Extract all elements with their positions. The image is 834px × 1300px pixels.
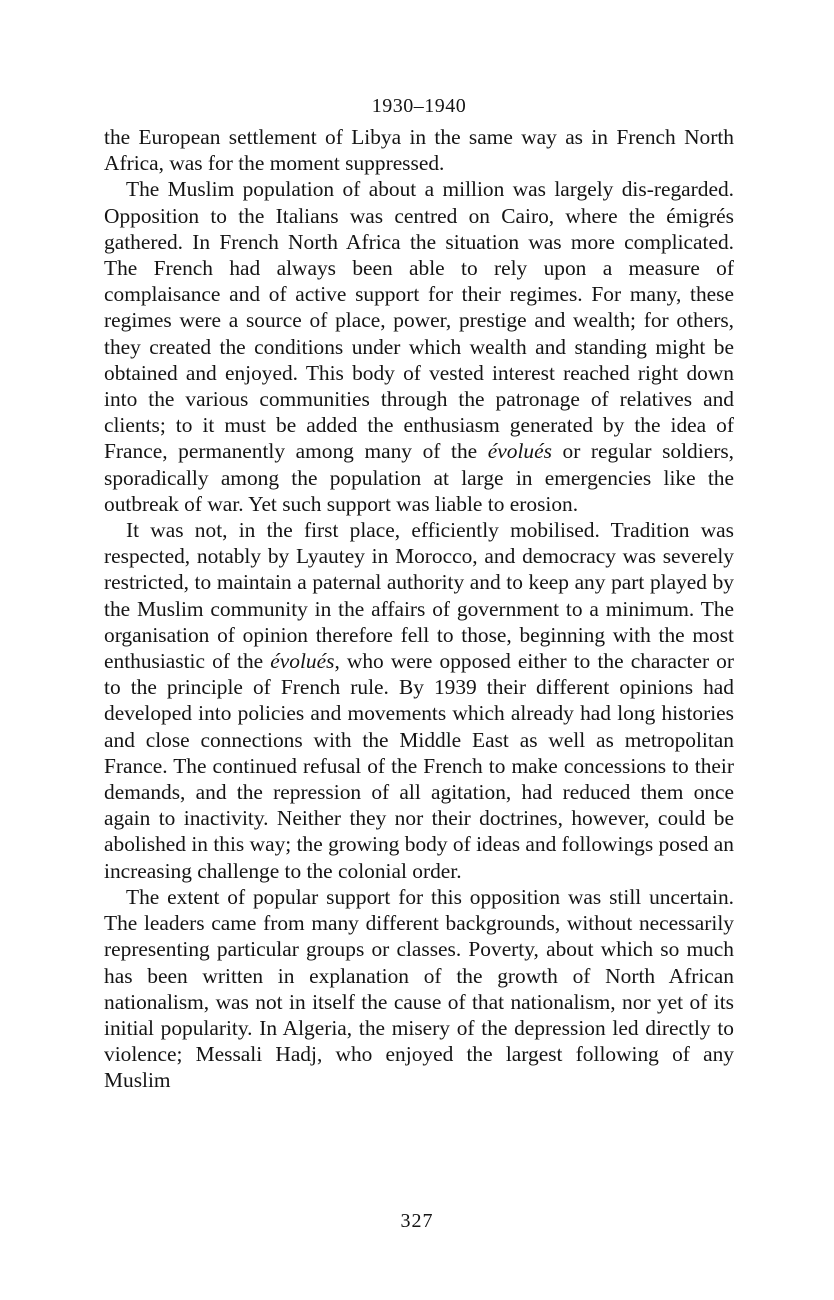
paragraph-1: the European settlement of Libya in the same way as in French North Africa, was for the moment suppressed. [104,125,734,176]
body-text [104,124,734,1094]
paragraph-3-tail: , who were opposed either to the character or to the principle of French rule. By 1939 their different opinions had developed into policies and movements which already had long histories and close connections with the Middle East as well as metropolitan France. The continued refusal of the French to make concessions to their demands, and the repression of all agitation, had reduced them once again to inactivity. Neither they nor their doctrines, however, could be abolished in this way; the growing body of ideas and followings posed an increasing challenge to the colonial order. [104,649,734,883]
paragraph-2-tail: or regular soldiers, sporadically among the population at large in emergencies like the outbreak of war. Yet such support was liable to erosion. [104,439,734,516]
paragraph-3 [104,517,734,884]
italic-term-evolues: évolués [270,649,335,674]
italic-term-evolues: évolués [487,439,552,464]
paragraph-2-text: The Muslim population of about a million was largely dis-regarded. Opposition to the Italians was centred on Cairo, where the émigrés gathered. In French North Africa the situation was more complicated. The French had always been able to rely upon a measure of complaisance and of active support for their regimes. For many, these regimes were a source of place, power, prestige and wealth; for others, they created the conditions under which wealth and standing might be obtained and enjoyed. This body of vested interest reached right down into the various communities through the patronage of relatives and clients; to it must be added the enthusiasm generated by the idea of France, permanently among many of the [104,177,734,464]
page-number: 327 [400,1210,434,1232]
running-head: 1930–1940 [371,95,467,117]
paragraph-3-text: It was not, in the first place, efficiently mobilised. Tradition was respected, notably by Lyautey in Morocco, and democracy was severely restricted, to maintain a paternal authority and to keep any part played by the Muslim community in the affairs of government to a minimum. The organisation of opinion therefore fell to those, beginning with the most enthusiastic of the [104,518,734,674]
paragraph-4: The extent of popular support for this opposition was still uncertain. The leaders came from many different backgrounds, without necessarily representing particular groups or classes. Poverty, about which so much has been written in explanation of the growth of North African nationalism, was not in itself the cause of that nationalism, nor yet of its initial popularity. In Algeria, the misery of the depression led directly to violence; Messali Hadj, who enjoyed the largest following of any Muslim [104,884,734,1093]
book-page [104,88,734,1094]
paragraph-2 [104,176,734,517]
